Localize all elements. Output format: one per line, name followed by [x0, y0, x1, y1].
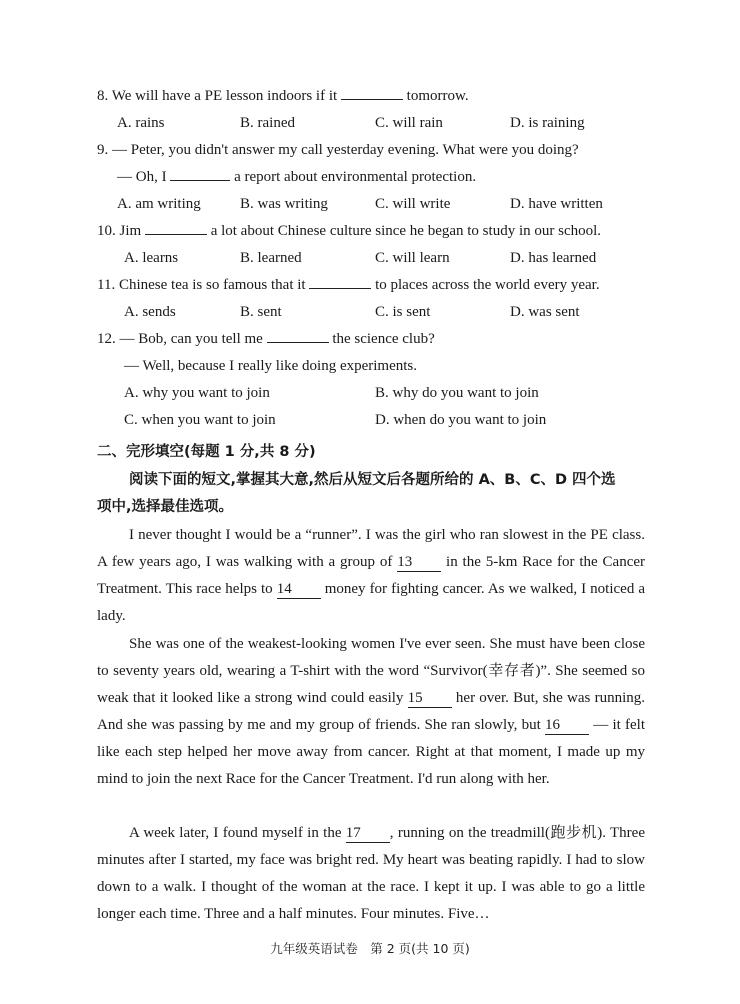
section-instruction-line1: 阅读下面的短文,掌握其大意,然后从短文后各题所给的 A、B、C、D 四个选	[129, 472, 616, 488]
answer-blank[interactable]	[341, 99, 403, 100]
option-c[interactable]: C. will write	[375, 196, 451, 212]
paragraph-content	[97, 527, 645, 624]
question-text: — Peter, you didn't answer my call yesterday evening. What were you doing?	[112, 142, 579, 158]
option-b[interactable]: B. sent	[240, 304, 282, 320]
question-8	[97, 86, 469, 106]
option-d[interactable]: D. has learned	[510, 250, 597, 266]
question-number: 12.	[97, 331, 116, 347]
question-text: Jim	[119, 223, 142, 239]
question-number: 9.	[97, 142, 109, 158]
question-9-line2	[117, 167, 476, 187]
option-d[interactable]: D. have written	[510, 196, 603, 212]
answer-blank[interactable]	[145, 234, 207, 235]
option-b[interactable]: B. was writing	[240, 196, 328, 212]
question-text: — Oh, I	[117, 169, 167, 185]
question-12-line2: — Well, because I really like doing experiments.	[124, 358, 418, 374]
passage-paragraph-2	[97, 631, 645, 793]
option-a[interactable]: A. learns	[124, 250, 179, 266]
option-d[interactable]: D. is raining	[510, 115, 585, 131]
option-a[interactable]: A. why you want to join	[124, 385, 270, 401]
passage-text: her over. But, she was running. And she was passing by me and my group of friends. She ran slowly, but	[97, 690, 645, 733]
question-number: 10.	[97, 223, 116, 239]
passage-text: A week later, I found myself in the	[129, 825, 346, 841]
option-d[interactable]: D. was sent	[510, 304, 580, 320]
question-12	[97, 329, 435, 349]
question-10	[97, 221, 601, 241]
cloze-blank-13[interactable]: 13	[397, 554, 441, 572]
question-text: tomorrow.	[406, 88, 469, 104]
question-text: a lot about Chinese culture since he began to study in our school.	[210, 223, 602, 239]
question-text: to places across the world every year.	[375, 277, 600, 293]
option-c[interactable]: C. is sent	[375, 304, 431, 320]
answer-blank[interactable]	[309, 288, 371, 289]
question-text: We will have a PE lesson indoors if it	[111, 88, 338, 104]
passage-text: I never thought I would be a “runner”. I was the girl who ran slowest in the PE class. A few years ago, I was walking with a group of	[97, 527, 645, 570]
option-c[interactable]: C. will rain	[375, 115, 443, 131]
question-text: the science club?	[332, 331, 435, 347]
option-c[interactable]: C. will learn	[375, 250, 450, 266]
cloze-blank-15[interactable]: 15	[408, 690, 452, 708]
option-a[interactable]: A. am writing	[117, 196, 201, 212]
paragraph-content	[97, 636, 645, 787]
question-text: Chinese tea is so famous that it	[118, 277, 306, 293]
section-heading: 二、完形填空(每题 1 分,共 8 分)	[97, 444, 316, 460]
option-b[interactable]: B. rained	[240, 115, 295, 131]
passage-text: — it felt like each step helped her move away from cancer. Right at that moment, I made up my mind to join the next Race for the Cancer Treatment. I'd run along with her.	[97, 717, 645, 787]
page-footer: 九年级英语试卷 第 2 页(共 10 页)	[270, 941, 470, 956]
passage-text: in the 5-km Race for the Cancer Treatment. This race helps to	[97, 554, 645, 597]
question-number: 11.	[97, 277, 116, 293]
question-text: a report about environmental protection.	[234, 169, 477, 185]
paragraph-content	[97, 825, 645, 922]
option-b[interactable]: B. why do you want to join	[375, 385, 539, 401]
question-number: 8.	[97, 88, 109, 104]
cloze-blank-17[interactable]: 17	[346, 825, 390, 843]
option-c[interactable]: C. when you want to join	[124, 412, 276, 428]
section-instruction-line2: 项中,选择最佳选项。	[97, 499, 234, 515]
passage-text: money for fighting cancer. As we walked, I noticed a lady.	[97, 581, 646, 624]
passage-text: , running on the treadmill(跑步机). Three minutes after I started, my face was bright red. My heart was beating rapidly. I had to slow down to a walk. I thought of the woman at the race. I kept it up. I was able to go a little longer each time. Three and a half minutes. Four minutes. Five…	[97, 825, 645, 922]
option-a[interactable]: A. sends	[124, 304, 176, 320]
option-d[interactable]: D. when do you want to join	[375, 412, 547, 428]
cloze-blank-16[interactable]: 16	[545, 717, 589, 735]
question-11	[97, 275, 600, 295]
passage-text: She was one of the weakest-looking women I've ever seen. She must have been close to seventy years old, wearing a T-shirt with the word “Survivor(幸存者)”. She seemed so weak that it looked like a strong wind could easily	[97, 636, 645, 706]
passage-paragraph-1	[97, 522, 645, 630]
question-9	[97, 140, 579, 160]
question-text: — Bob, can you tell me	[119, 331, 263, 347]
option-b[interactable]: B. learned	[240, 250, 302, 266]
option-a[interactable]: A. rains	[117, 115, 165, 131]
passage-paragraph-3	[97, 820, 645, 928]
answer-blank[interactable]	[170, 180, 230, 181]
cloze-blank-14[interactable]: 14	[277, 581, 321, 599]
answer-blank[interactable]	[267, 342, 329, 343]
